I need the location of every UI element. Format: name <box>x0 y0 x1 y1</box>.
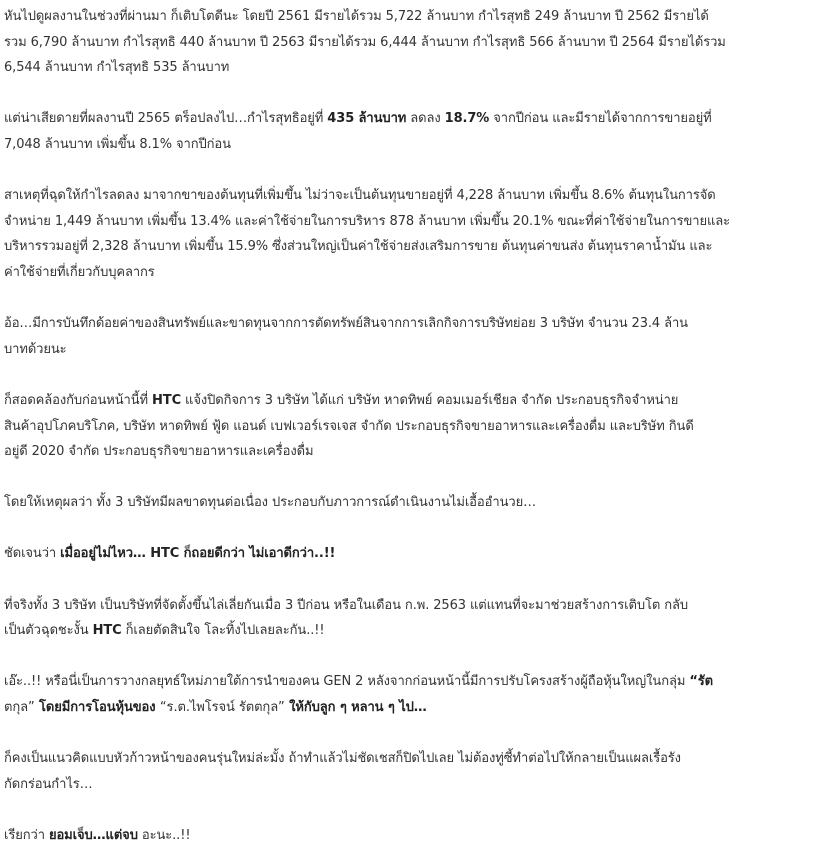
text-segment: จำหน่าย 1,449 ล้านบาท เพิ่มขึ้น 13.4% และค่าใช้จ่ายในการบริหาร 878 ล้านบาท เพิ่มขึ้น 20.1% ขณะที่ค่าใช้จ่ายในการขายและ <box>4 213 731 229</box>
bold-text: 435 ล้านบาท <box>327 111 407 127</box>
text-segment: อะนะ..!! <box>137 828 191 843</box>
text-segment: บาทด้วยนะ <box>4 341 67 357</box>
text-line <box>4 823 804 849</box>
text-segment: ค่าใช้จ่ายที่เกี่ยวกับบุคลากร <box>4 264 155 280</box>
paragraph <box>4 823 804 849</box>
text-line <box>4 55 804 81</box>
text-line <box>4 669 804 695</box>
text-segment: ที่จริงทั้ง 3 บริษัท เป็นบริษัทที่จัดตั้งขึ้นไล่เลี่ยกันเมื่อ 3 ปีก่อน หรือในเดือน ก.พ. 2563 แต่แทนที่จะมาช่วยสร้างการเติบโต กลับ <box>4 597 689 613</box>
text-line <box>4 260 804 286</box>
text-line <box>4 618 804 644</box>
article-body <box>4 4 804 849</box>
text-segment: “ร.ต.ไพโรจน์ รัตตกุล” <box>159 700 285 716</box>
text-segment: แต่น่าเสียดายที่ผลงานปี 2565 ตร็อปลงไป…กำไรสุทธิอยู่ที่ <box>4 111 328 127</box>
text-line <box>4 234 804 260</box>
text-segment: ก็เลยตัดสินใจ โละทิ้งไปเลยละกัน..!! <box>121 623 325 639</box>
text-segment: ก็คงเป็นแนวคิดแบบหัวก้าวหน้าของคนรุ่นใหม่ล่ะมั้ง ถ้าทำแล้วไม่ชัดเชสก็ปิดไปเลย ไม่ต้องทู่ซี้ทำต่อไปให้กลายเป็นแผลเรื้อรัง <box>4 751 681 767</box>
bold-text: ให้กับลูก ๆ หลาน ๆ ไป… <box>284 700 427 716</box>
text-line <box>4 4 804 30</box>
text-line <box>4 746 804 772</box>
bold-text: เมื่ออยู่ไม่ไหว… HTC ก็ถอยดีกว่า ไม่เอาดีกว่า..!! <box>60 546 336 562</box>
paragraph <box>4 4 804 81</box>
text-segment: 7,048 ล้านบาท เพิ่มขึ้น 8.1% จากปีก่อน <box>4 136 231 152</box>
text-segment: ชัดเจนว่า <box>4 546 61 562</box>
paragraph <box>4 106 804 157</box>
text-line <box>4 388 804 414</box>
text-line <box>4 414 804 440</box>
paragraph <box>4 541 804 567</box>
text-segment: จากปีก่อน และมีรายได้จากการขายอยู่ที่ <box>489 111 712 127</box>
text-segment: เอ๊ะ..!! หรือนี่เป็นการวางกลยุทธ์ใหม่ภายใต้การนำของคน GEN 2 หลังจากก่อนหน้านี้มีการปรับโครงสร้างผู้ถือหุ้นใหญ่ในกลุ่ม <box>4 674 690 690</box>
text-segment: สินค้าอุปโภคบริโภค, บริษัท หาดทิพย์ ฟู้ด แอนด์ เบฟเวอร์เรจเจส จำกัด ประกอบธุรกิจขายอาหารและเครื่องดื่ม และบริษัท กินดี <box>4 418 694 434</box>
paragraph <box>4 593 804 644</box>
bold-text: “รัต <box>689 674 714 690</box>
bold-text: HTC <box>92 623 122 639</box>
paragraph <box>4 311 804 362</box>
text-segment: อ้อ…มีการบันทึกด้อยค่าของสินทรัพย์และขาดทุนจากการตัดทรัพย์สินจากการเลิกกิจการบริษัทย่อย 3 บริษัท จำนวน 23.4 ล้าน <box>4 316 688 332</box>
text-segment: ก็สอดคล้องกับก่อนหน้านี้ที่ <box>4 392 153 408</box>
text-line <box>4 490 804 516</box>
text-segment: อยู่ดี 2020 จำกัด ประกอบธุรกิจขายอาหารและเครื่องดื่ม <box>4 444 314 460</box>
text-line <box>4 337 804 363</box>
text-segment: กัดกร่อนกำไร… <box>4 776 93 792</box>
text-segment: รวม 6,790 ล้านบาท กำไรสุทธิ 440 ล้านบาท ปี 2563 มีรายได้รวม 6,444 ล้านบาท กำไรสุทธิ 566 ล้านบาท ปี 2564 มีรายได้รวม <box>4 34 726 50</box>
paragraph <box>4 490 804 516</box>
text-line <box>4 541 804 567</box>
text-segment: 6,544 ล้านบาท กำไรสุทธิ 535 ล้านบาท <box>4 60 230 76</box>
text-line <box>4 209 804 235</box>
text-segment: เรียกว่า <box>4 828 49 843</box>
text-segment: เป็นตัวฉุดชะงั้น <box>4 623 93 639</box>
bold-text: ยอมเจ็บ…แต่จบ <box>48 828 138 843</box>
text-line <box>4 772 804 798</box>
text-segment: โดยให้เหตุผลว่า ทั้ง 3 บริษัทมีผลขาดทุนต่อเนื่อง ประกอบกับภาวการณ์ดำเนินงานไม่เอื้ออำนวย… <box>4 495 536 511</box>
text-segment: บริหารรวมอยู่ที่ 2,328 ล้านบาท เพิ่มขึ้น 15.9% ซึ่งส่วนใหญ่เป็นค่าใช้จ่ายส่งเสริมการขาย ต้นทุนค่าขนส่ง ต้นทุนราคาน้ำมัน และ <box>4 239 713 255</box>
text-segment: ตกุล” <box>4 700 35 716</box>
paragraph <box>4 183 804 285</box>
text-line <box>4 311 804 337</box>
paragraph <box>4 746 804 797</box>
text-line <box>4 132 804 158</box>
bold-text: HTC <box>152 392 182 408</box>
bold-text: 18.7% <box>444 111 490 127</box>
text-segment: ลดลง <box>406 111 445 127</box>
paragraph <box>4 388 804 465</box>
text-line <box>4 695 804 721</box>
text-segment: แจ้งปิดกิจการ 3 บริษัท ได้แก่ บริษัท หาดทิพย์ คอมเมอร์เชียล จำกัด ประกอบธุรกิจจำหน่าย <box>181 392 679 408</box>
text-line <box>4 30 804 56</box>
text-line <box>4 183 804 209</box>
text-segment: สาเหตุที่ฉุดให้กำไรลดลง มาจากขาของต้นทุนที่เพิ่มขึ้น ไม่ว่าจะเป็นต้นทุนขายอยู่ที่ 4,228 ล้านบาท เพิ่มขึ้น 8.6% ต้นทุนในการจัด <box>4 188 716 204</box>
text-line <box>4 593 804 619</box>
text-line <box>4 106 804 132</box>
text-segment: หันไปดูผลงานในช่วงที่ผ่านมา ก็เติบโตดีนะ โดยปี 2561 มีรายได้รวม 5,722 ล้านบาท กำไรสุทธิ 249 ล้านบาท ปี 2562 มีรายได้ <box>4 9 709 24</box>
paragraph <box>4 669 804 720</box>
text-line <box>4 439 804 465</box>
bold-text: โดยมีการโอนหุ้นของ <box>34 700 160 716</box>
